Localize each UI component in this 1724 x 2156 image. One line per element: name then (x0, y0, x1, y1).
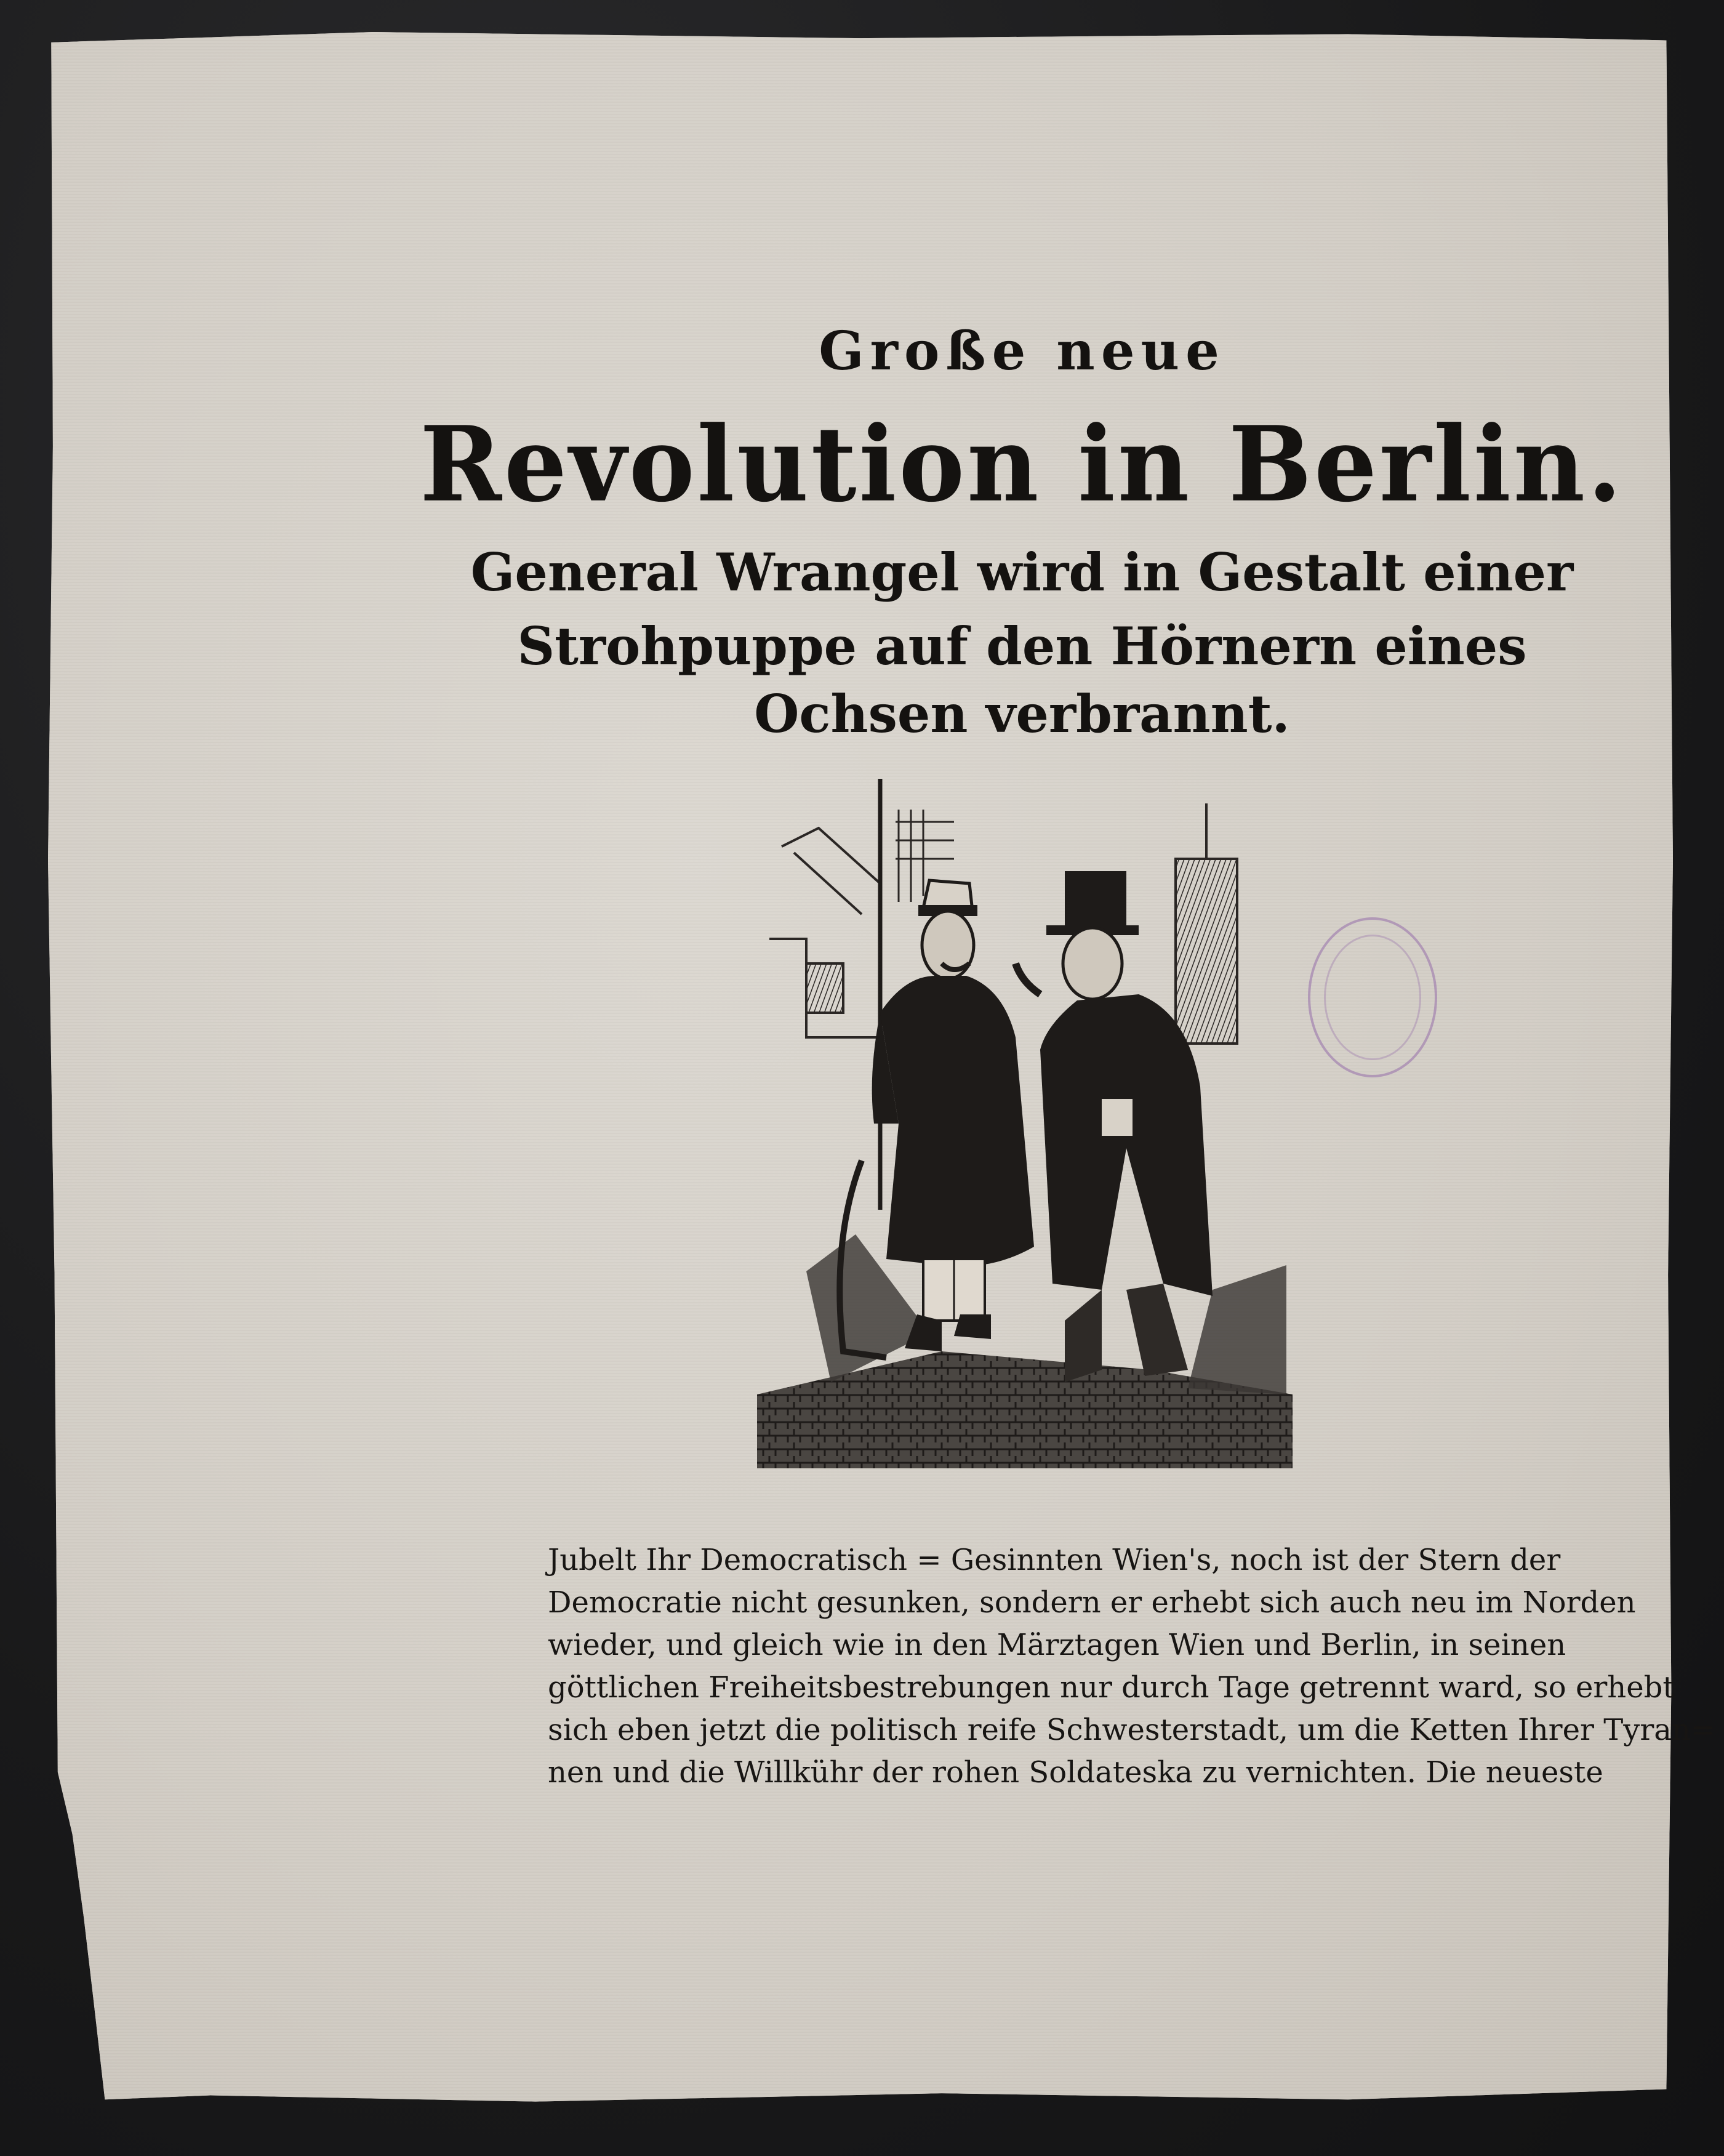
library-stamp (1308, 917, 1437, 1077)
body-line: Jubelt Ihr Democratisch = Gesinnten Wien's, noch ist der Stern der (548, 1543, 1561, 1577)
body-line: nen und die Willkühr der rohen Soldateska zu vernichten. Die neueste (548, 1755, 1603, 1790)
body-line: sich eben jetzt die politisch reife Schwesterstadt, um die Ketten Ihrer Tyran= (548, 1713, 1716, 1747)
body-line: wieder, und gleich wie in den Märztagen Wien und Berlin, in seinen (548, 1628, 1566, 1662)
title-line-1: Große neue (819, 320, 1225, 382)
building-left (769, 828, 880, 1037)
subtitle-line-2: Strohpuppe auf den Hörnern eines (517, 616, 1527, 677)
woodcut-illustration (757, 779, 1293, 1471)
body-paragraph (548, 1539, 1716, 1794)
title-main: Revolution in Berlin. (420, 403, 1624, 525)
body-line: Democratie nicht gesunken, sondern er erhebt sich auch neu im Norden (548, 1585, 1636, 1620)
subtitle-line-1: General Wrangel wird in Gestalt einer (470, 542, 1574, 603)
tower-right (1176, 803, 1237, 1044)
subtitle-line-3: Ochsen verbrannt. (754, 683, 1290, 744)
body-line: göttlichen Freiheitsbestrebungen nur durch Tage getrennt ward, so erhebt (548, 1670, 1675, 1705)
